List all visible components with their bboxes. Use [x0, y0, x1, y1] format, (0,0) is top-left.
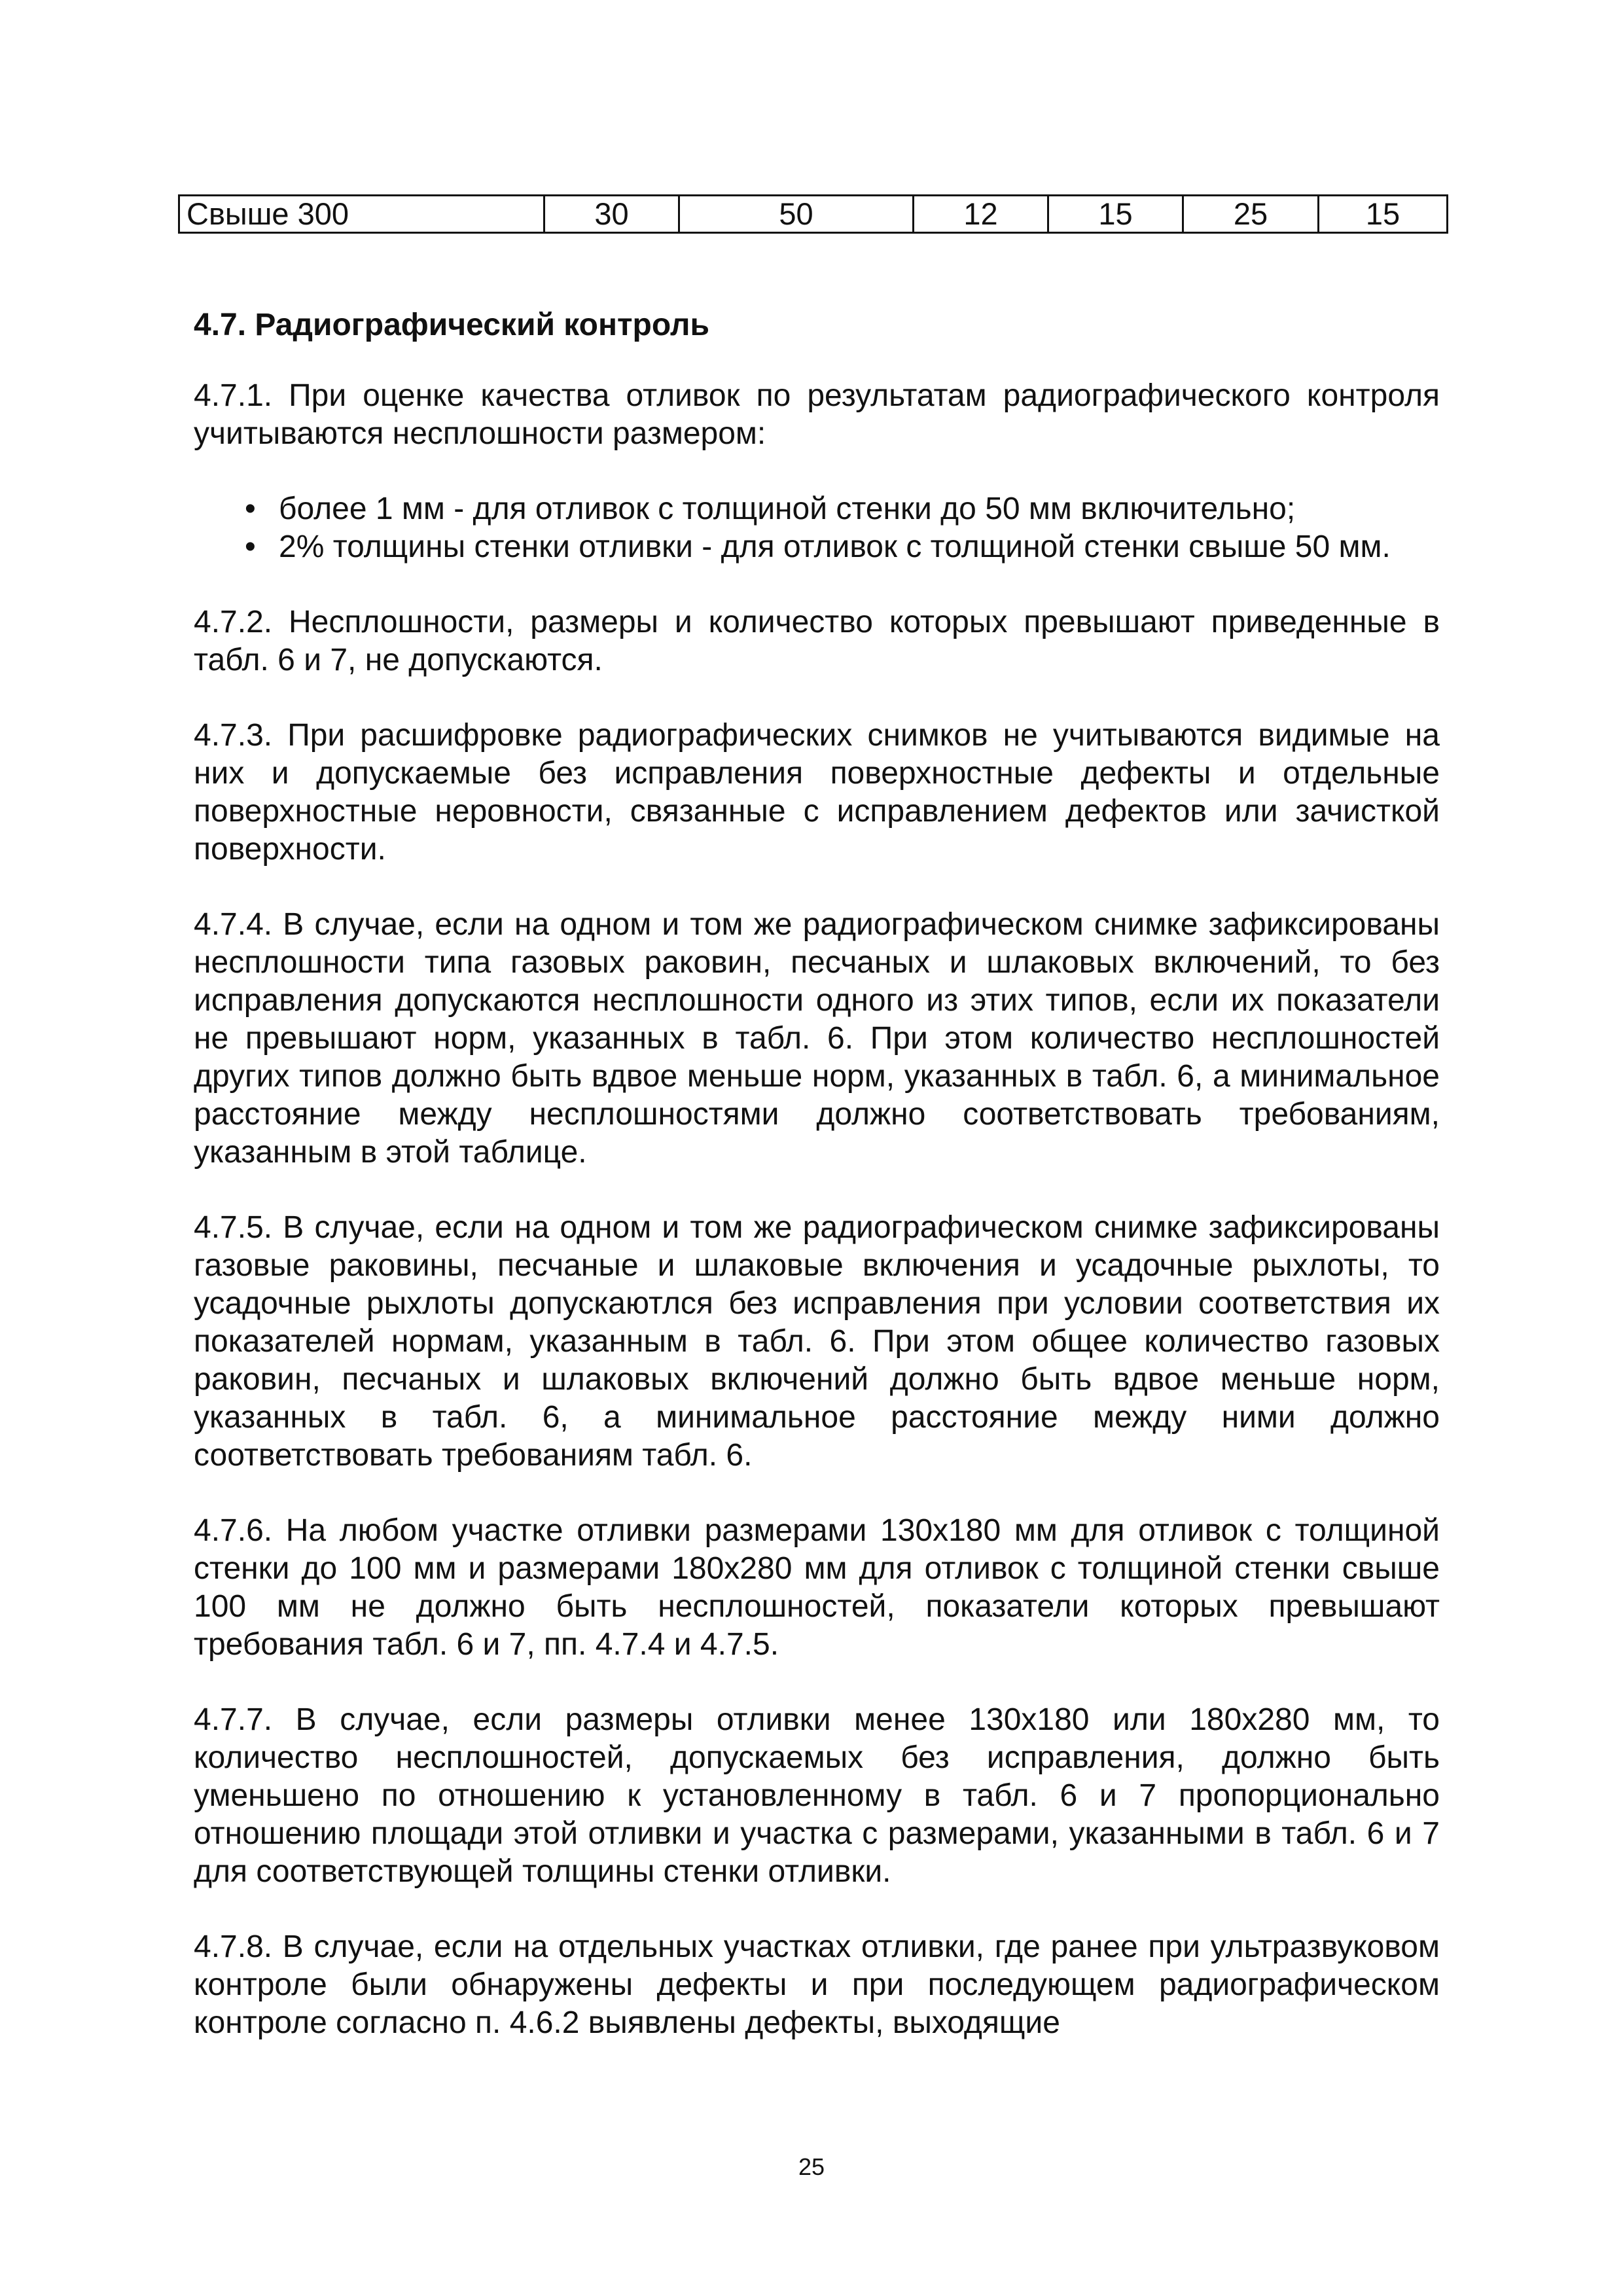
list-item-text: 2% толщины стенки отливки - для отливок с толщиной стенки свыше 50 мм. — [279, 529, 1391, 564]
list-item-text: более 1 мм - для отливок с толщиной стенки до 50 мм включительно; — [279, 492, 1296, 526]
table-cell: 50 — [679, 196, 914, 233]
paragraph-4-7-5: 4.7.5. В случае, если на одном и том же радиографическом снимке зафиксированы газовые раковины, песчаные и шлаковые включения и усадочные рыхлоты, то усадочные рыхлоты допускаютлся без исправления при условии соответствия их показателей нормам, указанным в табл. 6. При этом общее количество газовых раковин, песчаных и шлаковых включений должно быть вдвое меньше норм, указанных в табл. 6, а минимальное расстояние между ними должно соответствовать требованиям табл. 6. — [194, 1210, 1440, 1473]
bullet-list — [194, 490, 1440, 566]
paragraph-4-7-4: 4.7.4. В случае, если на одном и том же радиографическом снимке зафиксированы несплошности типа газовых раковин, песчаных и шлаковых включений, то без исправления допускаются несплошности одного из этих типов, если их показатели не превышают норм, указанных в табл. 6. При этом количество несплошностей других типов должно быть вдвое меньше норм, указанных в табл. 6, а минимальное расстояние между несплошностями должно соответствовать требованиям, указанным в этой таблице. — [194, 907, 1440, 1170]
table-cell-thickness-range: Свыше 300 — [179, 196, 544, 233]
section-body — [194, 306, 1440, 2079]
table-fragment — [178, 194, 1448, 234]
list-item — [194, 528, 1440, 566]
section-heading: 4.7. Радиографический контроль — [194, 308, 709, 342]
table-cell: 15 — [1048, 196, 1183, 233]
paragraph-4-7-6: 4.7.6. На любом участке отливки размерами 130х180 мм для отливок с толщиной стенки до 100 мм и размерами 180х280 мм для отливок с толщиной стенки свыше 100 мм не должно быть несплошностей, показатели которых превышают требования табл. 6 и 7, пп. 4.7.4 и 4.7.5. — [194, 1513, 1440, 1662]
table-cell: 30 — [544, 196, 679, 233]
bullet-icon: • — [245, 492, 256, 526]
bullet-icon: • — [245, 529, 256, 564]
table-cell: 25 — [1183, 196, 1319, 233]
table-cell: 12 — [914, 196, 1048, 233]
paragraph-4-7-3: 4.7.3. При расшифровке радиографических снимков не учитываются видимые на них и допускаемые без исправления поверхностные дефекты и отдельные поверхностные неровности, связанные с исправлением дефектов или зачисткой поверхности. — [194, 718, 1440, 867]
page-number: 25 — [798, 2153, 825, 2180]
list-item — [194, 490, 1440, 528]
paragraph-4-7-1: 4.7.1. При оценке качества отливок по результатам радиографического контроля учитываются несплошности размером: — [194, 378, 1440, 451]
table-row — [179, 196, 1448, 233]
table-cell: 15 — [1319, 196, 1448, 233]
paragraph-4-7-8: 4.7.8. В случае, если на отдельных участках отливки, где ранее при ультразвуковом контроле были обнаружены дефекты и при последующем радиографическом контроле согласно п. 4.6.2 выявлены дефекты, выходящие — [194, 1929, 1440, 2040]
paragraph-4-7-7: 4.7.7. В случае, если размеры отливки менее 130х180 или 180х280 мм, то количество несплошностей, допускаемых без исправления, должно быть уменьшено по отношению к установленному в табл. 6 и 7 пропорционально отношению площади этой отливки и участка с размерами, указанными в табл. 6 и 7 для соответствующей толщины стенки отливки. — [194, 1702, 1440, 1889]
paragraph-4-7-2: 4.7.2. Несплошности, размеры и количество которых превышают приведенные в табл. 6 и 7, не допускаются. — [194, 605, 1440, 677]
